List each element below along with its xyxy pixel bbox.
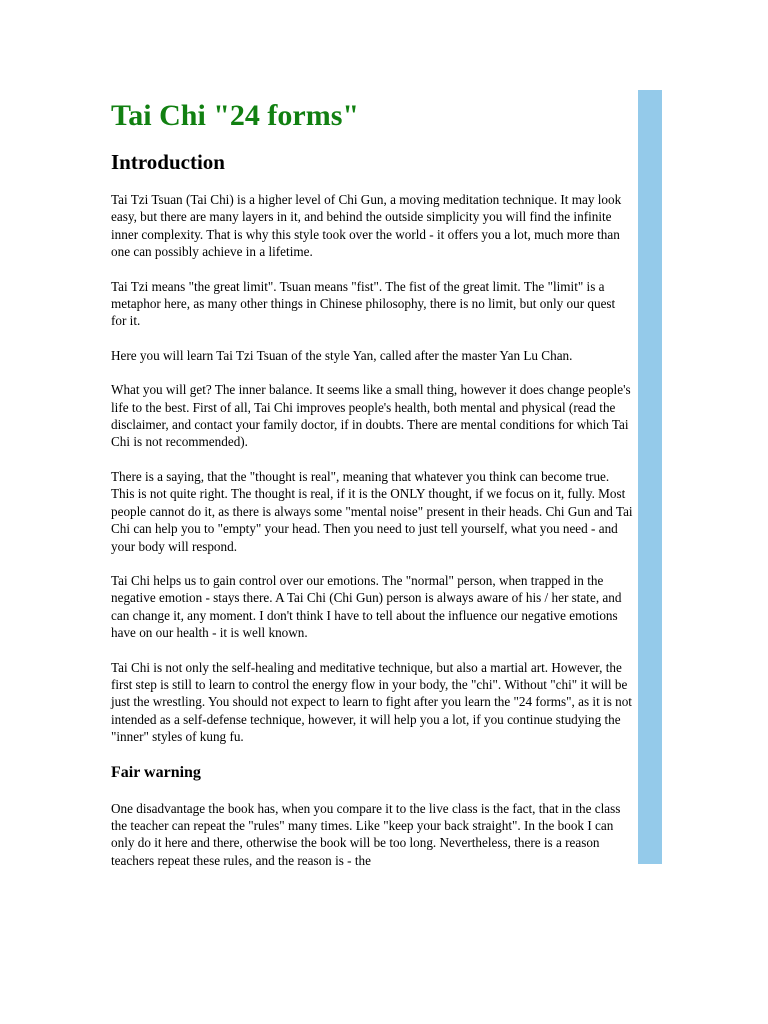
intro-paragraph-4: What you will get? The inner balance. It seems like a small thing, however it does change people's life to the best. First of all, Tai Chi improves people's health, both mental and physical (read the disclaimer, and contact your family doctor, if in doubts. There are mental conditions for which Tai Chi is not recommended). — [111, 382, 631, 450]
intro-paragraph-7: Tai Chi is not only the self-healing and meditative technique, but also a martial art. However, the first step is still to learn to control the energy flow in your body, the "chi". Without "chi" it will be just the wrestling. You should not expect to learn to fight after you learn the "24 forms", as it is not intended as a self-defense technique, however, it will help you a lot, if you continue studying the "inner" styles of kung fu. — [111, 659, 632, 745]
intro-paragraph-1: Tai Tzi Tsuan (Tai Chi) is a higher level of Chi Gun, a moving meditation technique. It may look easy, but there are many layers in it, and behind the outside simplicity you will find the infinite inner complexity. That is why this style took over the world - it offers you a lot, much more than one can possibly achieve in a lifetime. — [111, 192, 622, 260]
intro-paragraph-3: Here you will learn Tai Tzi Tsuan of the style Yan, called after the master Yan Lu Chan. — [111, 347, 573, 363]
section-heading-introduction: Introduction — [111, 150, 225, 174]
sidebar-bar — [638, 90, 662, 864]
fair-warning-paragraph-1: One disadvantage the book has, when you compare it to the live class is the fact, that in the class the teacher can repeat the "rules" many times. Like "keep your back straight". In the book I can only do it here and there, otherwise the book will be too long. Nevertheless, there is a reason teachers repeat these rules, and the reason is - the — [111, 800, 621, 868]
page-content — [111, 90, 633, 886]
intro-paragraph-5: There is a saying, that the "thought is real", meaning that whatever you think can become true. This is not quite right. The thought is real, if it is the ONLY thought, if we focus on it, fully. Most people cannot do it, as there is always some "mental noise" present in their heads. Chi Gun and Tai Chi can help you to "empty" your head. Then you need to just tell yourself, what you need - and your body will respond. — [111, 468, 633, 554]
intro-paragraph-2: Tai Tzi means "the great limit". Tsuan means "fist". The fist of the great limit. The "limit" is a metaphor here, as many other things in Chinese philosophy, there is no limit, but only our quest for it. — [111, 278, 616, 329]
page-title: Tai Chi "24 forms" — [111, 99, 360, 132]
intro-paragraph-6: Tai Chi helps us to gain control over our emotions. The "normal" person, when trapped in the negative emotion - stays there. A Tai Chi (Chi Gun) person is always aware of his / her state, and can change it, any moment. I don't think I have to tell about the influence our negative emotions have on our health - it is well known. — [111, 572, 622, 641]
section-heading-fair-warning: Fair warning — [111, 763, 201, 781]
